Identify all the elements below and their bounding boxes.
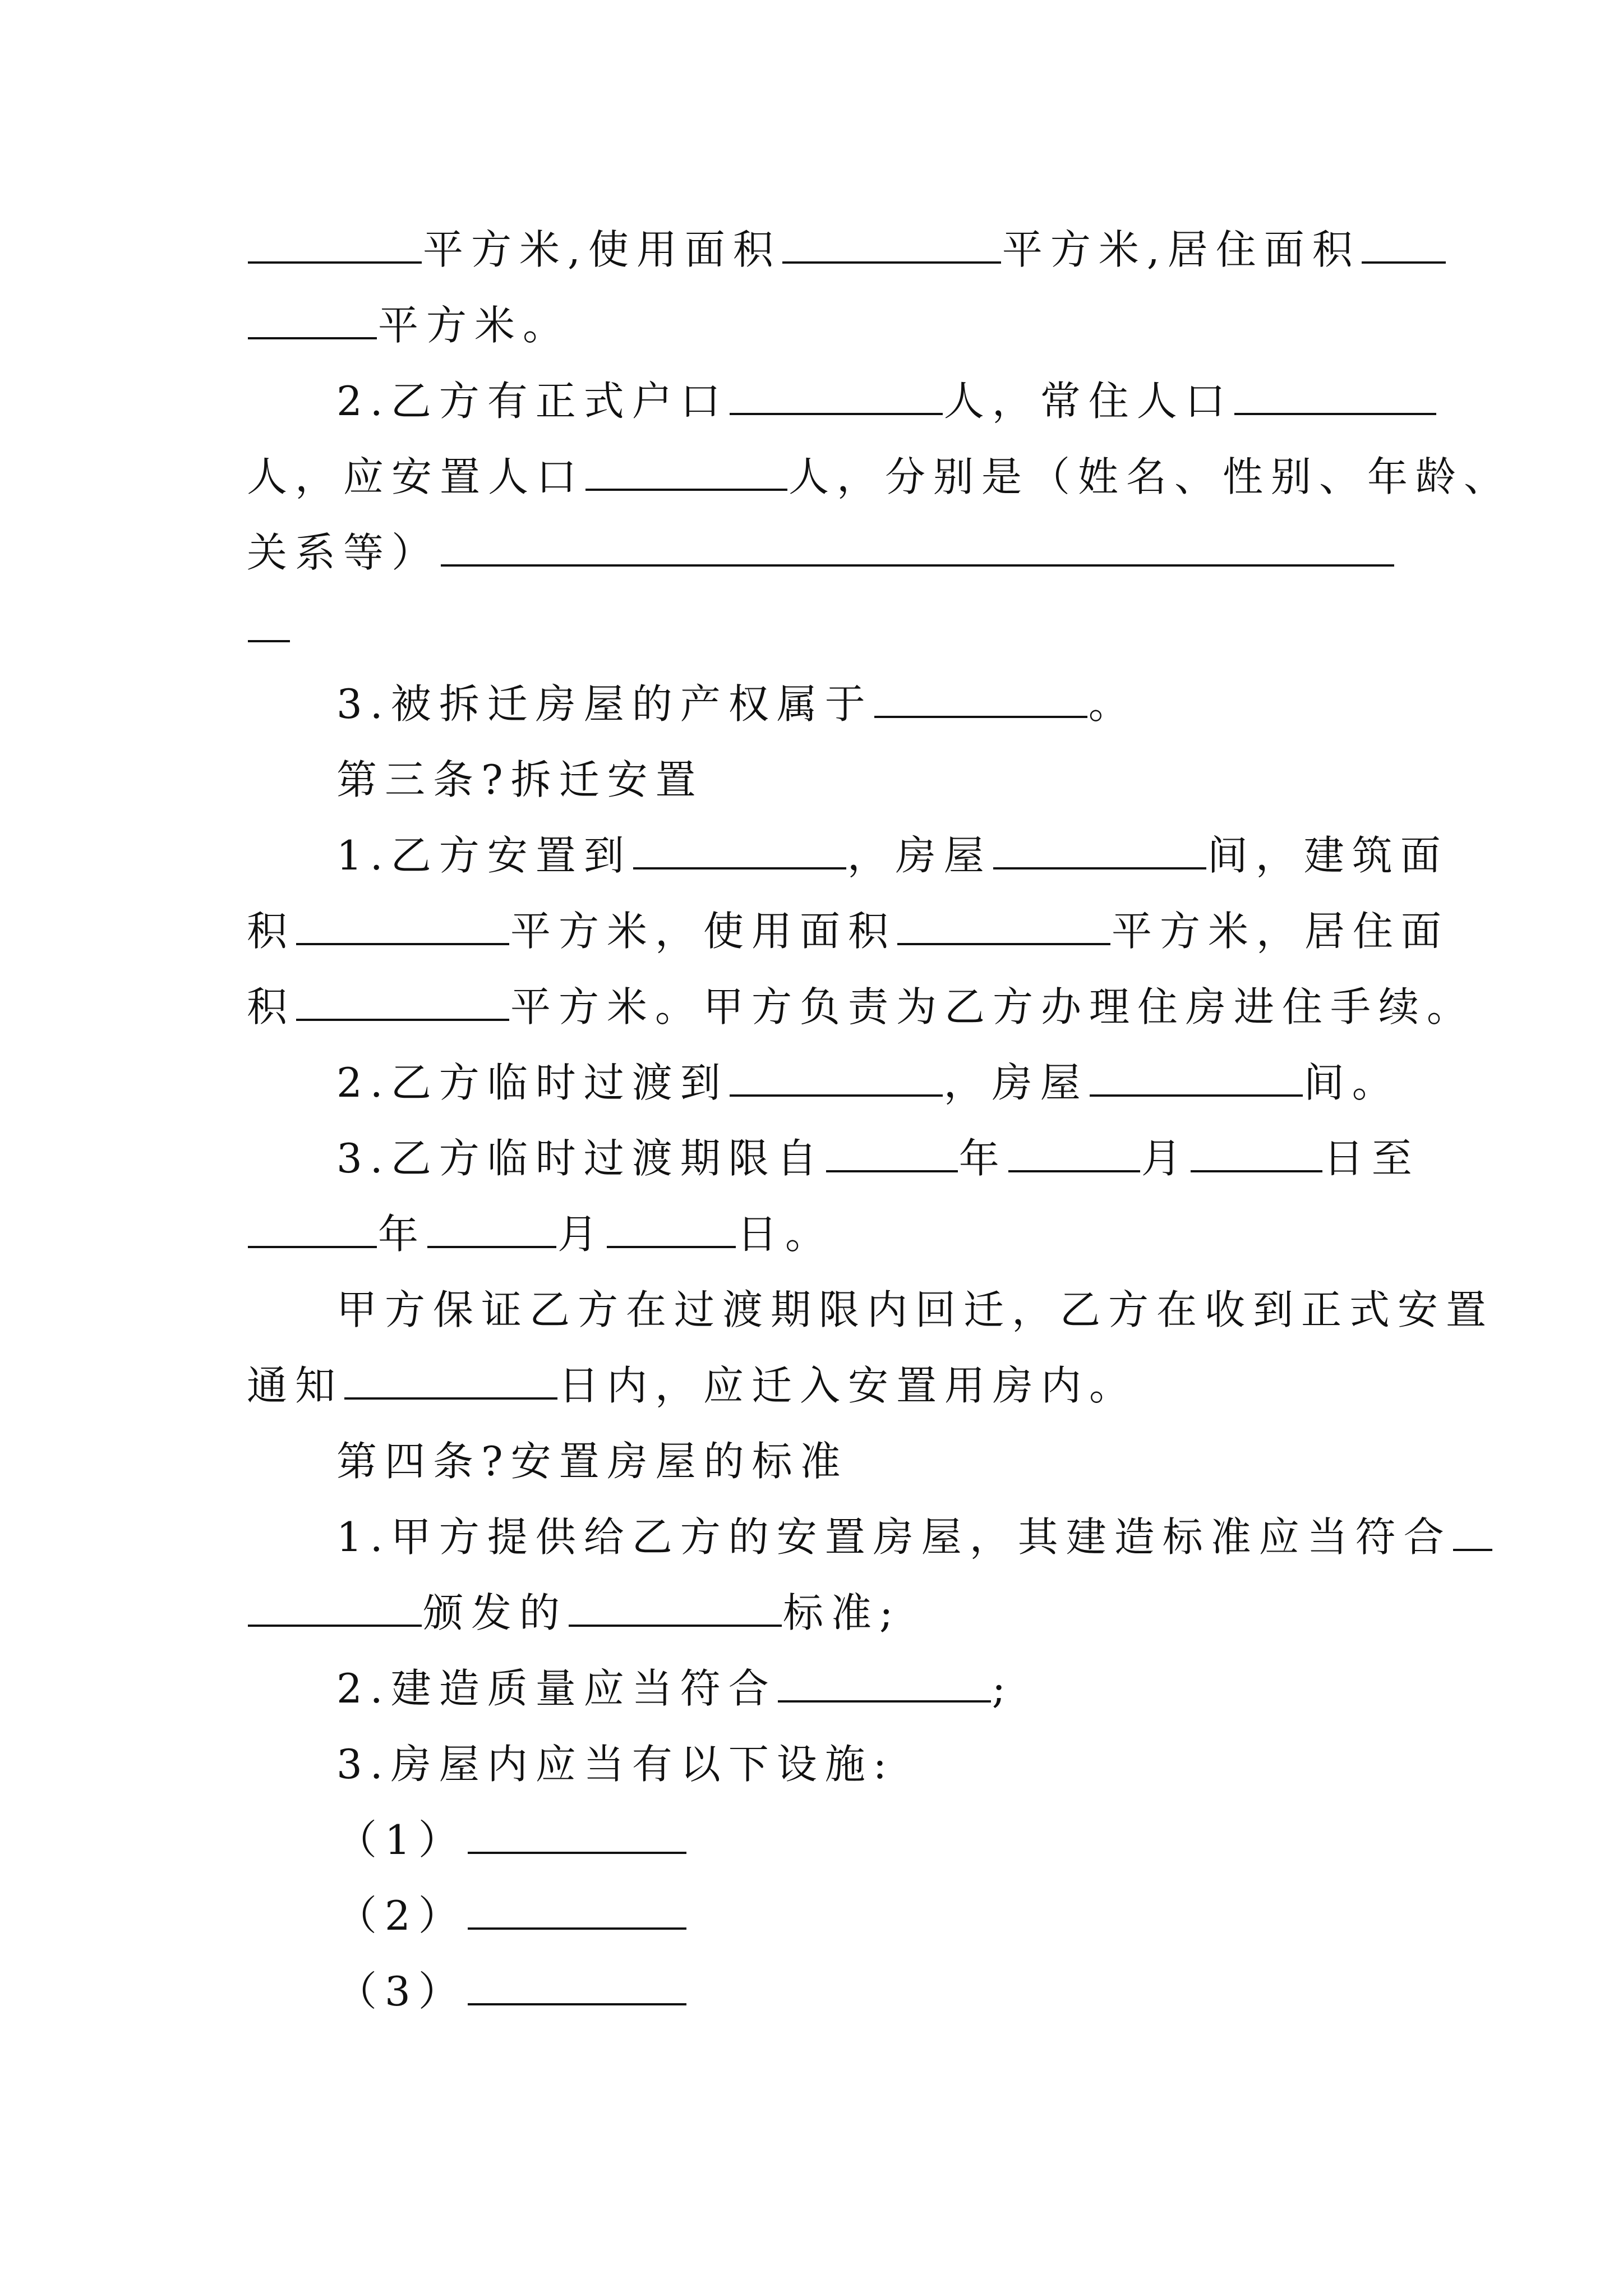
line-text: ; [992,1665,1013,1712]
text-line [336,1130,1420,1186]
fill-in-blank[interactable] [782,222,1001,264]
line-text: 2.乙方临时过渡到 [336,1059,728,1106]
line-text: 颁发的 [423,1589,568,1636]
line-text: 间。 [1303,1059,1400,1106]
line-text: 人，常住人口 [943,378,1233,425]
line-text: 甲方保证乙方在过渡期限内回迁，乙方在收到正式安置 [336,1286,1495,1333]
fill-in-blank[interactable] [248,601,290,642]
line-text: 2.乙方有正式户口 [336,378,728,425]
line-text: 3.乙方临时过渡期限自 [336,1135,825,1182]
text-line [336,752,704,808]
text-line [336,1888,688,1944]
text-line [336,1812,688,1868]
fill-in-blank[interactable] [1008,1131,1140,1172]
fill-in-blank[interactable] [633,828,846,869]
line-text: 。 [1088,680,1137,728]
fill-in-blank[interactable] [585,449,787,491]
text-line [247,1358,1137,1414]
fill-in-blank[interactable] [441,525,1394,567]
line-text: 3.房屋内应当有以下设施: [336,1741,895,1788]
text-line [336,1660,1013,1717]
line-text: 第四条?安置房屋的标准 [336,1438,849,1485]
fill-in-blank[interactable] [344,1358,557,1400]
line-text: （1） [336,1816,467,1864]
line-text: （2） [336,1892,467,1939]
line-text: 年 [958,1135,1007,1182]
line-text: 日。 [737,1211,834,1258]
fill-in-blank[interactable] [730,1055,943,1097]
line-text: 关系等） [247,529,440,576]
line-text: 1.甲方提供给乙方的安置房屋，其建造标准应当符合 [336,1513,1452,1561]
text-line [247,979,1475,1035]
line-text: 平方米,使用面积 [423,226,781,273]
fill-in-blank[interactable] [248,1585,422,1627]
line-text: 积 [247,908,296,955]
text-line [247,524,1395,581]
text-line [247,600,291,656]
fill-in-blank[interactable] [730,374,943,415]
text-line [247,1206,833,1262]
fill-in-blank[interactable] [296,979,509,1021]
text-line [247,222,1447,278]
text-line [336,676,1137,732]
fill-in-blank[interactable] [1191,1131,1322,1172]
line-text: 日至 [1323,1135,1420,1182]
fill-in-blank[interactable] [1453,1510,1492,1551]
text-line [336,1055,1400,1111]
line-text: 月 [1141,1135,1189,1182]
line-text: 人，应安置人口 [247,453,585,500]
text-line [247,903,1449,959]
line-text: 人，分别是（姓名、性别、年龄、 [789,453,1513,500]
fill-in-blank[interactable] [778,1661,991,1703]
fill-in-blank[interactable] [248,298,377,339]
line-text: 第三条?拆迁安置 [336,756,704,803]
line-text: 平方米。甲方负责为乙方办理住房进住手续。 [510,983,1476,1030]
fill-in-blank[interactable] [1090,1055,1303,1097]
text-line [336,1509,1493,1565]
line-text: 平方米，居住面 [1112,908,1450,955]
line-text: 积 [247,983,296,1030]
fill-in-blank[interactable] [468,1964,686,2005]
fill-in-blank[interactable] [296,904,509,945]
text-line [336,1736,895,1792]
text-line [247,1585,901,1641]
fill-in-blank[interactable] [248,222,422,264]
fill-in-blank[interactable] [993,828,1206,869]
line-text: 标准; [783,1589,901,1636]
fill-in-blank[interactable] [468,1888,686,1930]
text-line [247,449,1512,505]
line-text: 平方米,居住面积 [1002,226,1361,273]
line-text: （3） [336,1968,467,2015]
fill-in-blank[interactable] [427,1207,556,1248]
text-line [336,827,1449,884]
text-line [336,373,1437,429]
line-text: 月 [557,1211,606,1258]
line-text: 间，建筑面 [1207,832,1449,879]
text-line [247,297,571,353]
line-text: 日内，应迁入安置用房内。 [559,1362,1138,1409]
fill-in-blank[interactable] [569,1585,782,1627]
text-line [336,1433,849,1489]
line-text: 平方米，使用面积 [510,908,897,955]
line-text: 3.被拆迁房屋的产权属于 [336,680,873,728]
fill-in-blank[interactable] [826,1131,958,1172]
fill-in-blank[interactable] [1362,222,1446,264]
fill-in-blank[interactable] [248,1207,377,1248]
line-text: ，房屋 [943,1059,1089,1106]
line-text: 1.乙方安置到 [336,832,632,879]
fill-in-blank[interactable] [468,1812,686,1854]
text-line [336,1963,688,2019]
fill-in-blank[interactable] [897,904,1110,945]
fill-in-blank[interactable] [1234,374,1436,415]
text-line [336,1282,1494,1338]
line-text: 通知 [247,1362,344,1409]
line-text: ，房屋 [847,832,992,879]
fill-in-blank[interactable] [607,1207,736,1248]
line-text: 平方米。 [378,302,571,349]
fill-in-blank[interactable] [874,677,1087,718]
line-text: 2.建造质量应当符合 [336,1665,777,1712]
line-text: 年 [378,1211,427,1258]
